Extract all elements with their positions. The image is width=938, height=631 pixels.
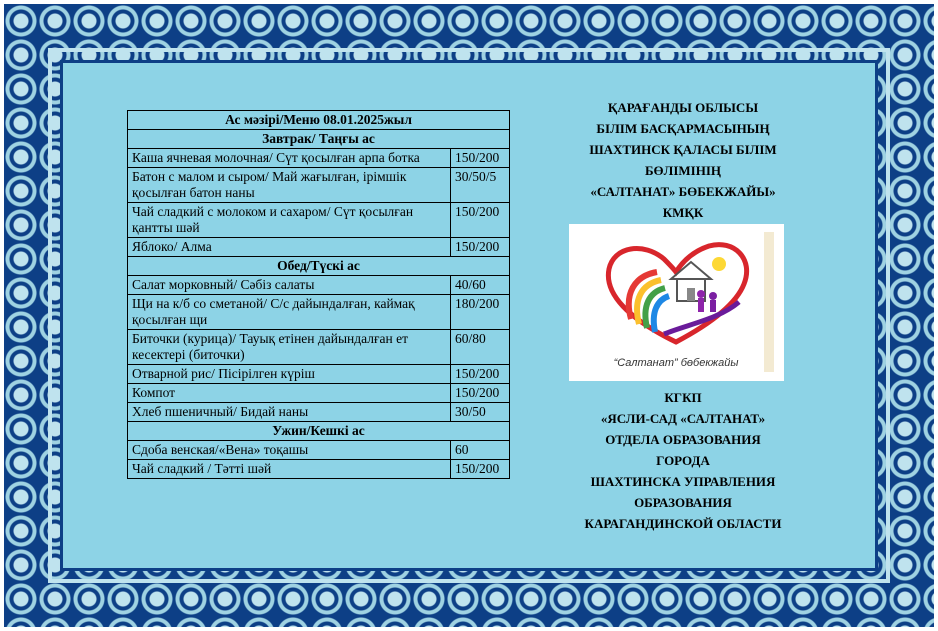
dish-name: Чай сладкий с молоком и сахаром/ Сүт қосылған қантты шәй [128,203,451,238]
menu-title: Ас мәзірі/Меню 08.01.2025жыл [128,111,510,130]
logo-caption: “Салтанат” бөбекжайы [613,357,739,369]
dish-portion: 150/200 [451,460,510,479]
dish-name: Щи на к/б со сметаной/ С/с дайындалған, каймақ қосылған щи [128,295,451,330]
menu-title-row [128,111,510,130]
org-line: «ЯСЛИ-САД «САЛТАНАТ» [600,411,766,426]
dish-name: Каша ячневая молочная/ Сүт қосылған арпа ботка [128,149,451,168]
dish-name: Яблоко/ Алма [128,238,451,257]
org-line: КГКП [664,390,702,405]
heart-house-children-logo-icon [569,224,784,381]
dish-portion: 180/200 [451,295,510,330]
organization-name-kazakh [560,97,806,223]
dish-name: Салат морковный/ Сәбіз салаты [128,276,451,295]
section-heading-breakfast: Завтрак/ Таңғы ас [128,130,510,149]
org-line: ГОРОДА [656,453,710,468]
section-heading-dinner: Ужин/Кешкі ас [128,422,510,441]
organization-name-russian [560,387,806,534]
table-row [128,384,510,403]
dish-name: Хлеб пшеничный/ Бидай наны [128,403,451,422]
table-row [128,149,510,168]
table-row [128,365,510,384]
org-line: КМҚК [662,205,704,220]
dish-name: Отварной рис/ Пісірілген күріш [128,365,451,384]
org-line: БІЛІМ БАСҚАРМАСЫНЫҢ [596,121,770,136]
dish-portion: 30/50 [451,403,510,422]
dish-portion: 150/200 [451,149,510,168]
dish-portion: 150/200 [451,203,510,238]
dish-portion: 150/200 [451,384,510,403]
table-row [128,460,510,479]
table-row [128,295,510,330]
table-row [128,203,510,238]
menu-table [127,110,510,479]
dish-name: Чай сладкий / Тәтті шәй [128,460,451,479]
table-row [128,403,510,422]
table-row [128,238,510,257]
section-heading-lunch: Обед/Түскі ас [128,257,510,276]
org-line: КАРАГАНДИНСКОЙ ОБЛАСТИ [584,516,782,531]
org-line: ОТДЕЛА ОБРАЗОВАНИЯ [605,432,761,447]
section-heading-row [128,130,510,149]
org-line: ҚАРАҒАНДЫ ОБЛЫСЫ [607,100,759,115]
table-row [128,441,510,460]
table-row [128,168,510,203]
table-row [128,330,510,365]
dish-portion: 40/60 [451,276,510,295]
section-heading-row [128,257,510,276]
dish-portion: 60 [451,441,510,460]
section-heading-row [128,422,510,441]
dish-portion: 30/50/5 [451,168,510,203]
dish-portion: 60/80 [451,330,510,365]
dish-portion: 150/200 [451,238,510,257]
org-line: ШАХТИНСК ҚАЛАСЫ БІЛІМ [589,142,777,157]
dish-name: Компот [128,384,451,403]
dish-portion: 150/200 [451,365,510,384]
table-row [128,276,510,295]
dish-name: Батон с малом и сыром/ Май жағылған, ірімшік қосылған батон наны [128,168,451,203]
dish-name: Биточки (курица)/ Тауық етінен дайындалған ет кесектері (биточки) [128,330,451,365]
org-line: БӨЛІМІНІҢ [644,163,722,178]
org-line: ОБРАЗОВАНИЯ [634,495,732,510]
dish-name: Сдоба венская/«Вена» тоқашы [128,441,451,460]
kindergarten-logo [569,224,784,381]
org-line: ШАХТИНСКА УПРАВЛЕНИЯ [590,474,776,489]
org-line: «САЛТАНАТ» БӨБЕКЖАЙЫ» [590,184,776,199]
